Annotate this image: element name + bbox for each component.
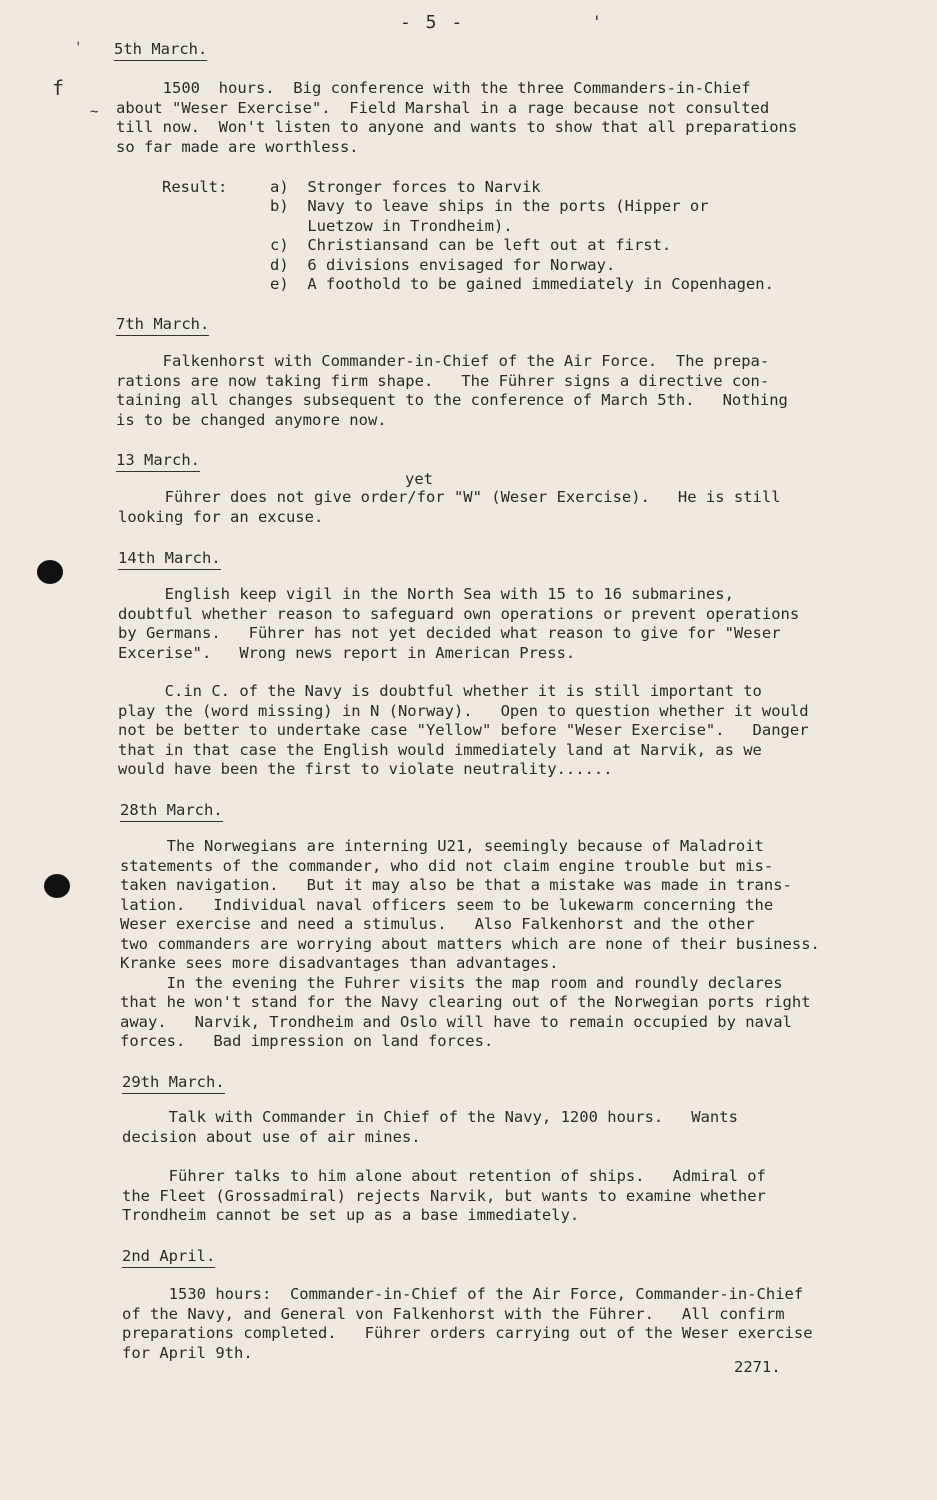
entry-date: 14th March.: [118, 549, 221, 570]
result-item: b) Navy to leave ships in the ports (Hipper or Luetzow in Trondheim).: [270, 197, 709, 235]
page-tick-mark: ': [592, 12, 602, 31]
handwritten-insertion: yet: [405, 470, 433, 488]
entry-paragraph: 1500 hours. Big conference with the three Commanders-in-Chief about "Weser Exercise". Field Marshal in a rage because not consulted till now. Won't listen to anyone and wants to show that all preparations so far made are worthless.: [116, 79, 798, 156]
entry-date: 7th March.: [116, 315, 209, 336]
page-number: - 5 -: [400, 12, 465, 33]
entry-date: 28th March.: [120, 801, 223, 822]
entry-paragraph: English keep vigil in the North Sea with 15 to 16 submarines, doubtful whether reason to safeguard own operations or prevent operations by Germans. Führer has not yet decided what reason to give for "Weser Excerise". Wrong news report in American Press.: [118, 585, 800, 662]
entry-date: 13 March.: [116, 451, 200, 472]
entry-paragraph: Führer does not give order/for "W" (Weser Exercise). He is still looking for an excuse.: [118, 488, 781, 526]
entry-date: 29th March.: [122, 1073, 225, 1094]
document-number: 2271.: [734, 1358, 781, 1376]
entry-paragraph: Falkenhorst with Commander-in-Chief of the Air Force. The prepa- rations are now taking firm shape. The Führer signs a directive con- taining all changes subsequent to the conference of March 5th. Nothing is to be changed anymore now.: [116, 352, 788, 429]
punch-hole: [44, 874, 70, 898]
result-item: d) 6 divisions envisaged for Norway.: [270, 256, 616, 274]
entry-date: 2nd April.: [122, 1247, 215, 1268]
entry-date: 5th March.: [114, 40, 207, 61]
margin-mark: ': [74, 40, 83, 56]
entry-paragraph: Führer talks to him alone about retention of ships. Admiral of the Fleet (Grossadmiral) rejects Narvik, but wants to examine whether Trondheim cannot be set up as a base immediately.: [122, 1167, 766, 1224]
entry-paragraph: Talk with Commander in Chief of the Navy, 1200 hours. Wants decision about use of air mines.: [122, 1108, 738, 1146]
result-item: e) A foothold to be gained immediately in Copenhagen.: [270, 275, 774, 293]
entry-paragraph: The Norwegians are interning U21, seemingly because of Maladroit statements of the commander, who did not claim engine trouble but mis- taken navigation. But it may also be that a mistake was made in trans- lation. Individual naval officers seem to be lukewarm concerning the Weser exercise and need a stimulus. Also Falkenhorst and the other two commanders are worrying about matters which are none of their business. Kranke sees more disadvantages than advantages. In the evening the Fuhrer visits the map room and roundly declares that he won't stand for the Navy clearing out of the Norwegian ports right away. Narvik, Trondheim and Oslo will have to remain occupied by naval forces. Bad impression on land forces.: [120, 837, 820, 1050]
entry-paragraph: C.in C. of the Navy is doubtful whether it is still important to play the (word missing) in N (Norway). Open to question whether it would not be better to undertake case "Yellow" before "Weser Exercise". Danger that in that case the English would immediately land at Narvik, as we would have been the first to violate neutrality......: [118, 682, 809, 778]
result-item: c) Christiansand can be left out at first.: [270, 236, 672, 254]
entry-paragraph: 1530 hours: Commander-in-Chief of the Air Force, Commander-in-Chief of the Navy, and General von Falkenhorst with the Führer. All confirm preparations completed. Führer orders carrying out of the Weser exercise for April 9th.: [122, 1285, 813, 1362]
margin-mark: ~: [90, 104, 99, 120]
punch-hole: [37, 560, 63, 584]
result-item: a) Stronger forces to Narvik: [270, 178, 541, 196]
margin-mark: f: [52, 76, 65, 100]
result-label: Result:: [162, 178, 228, 196]
